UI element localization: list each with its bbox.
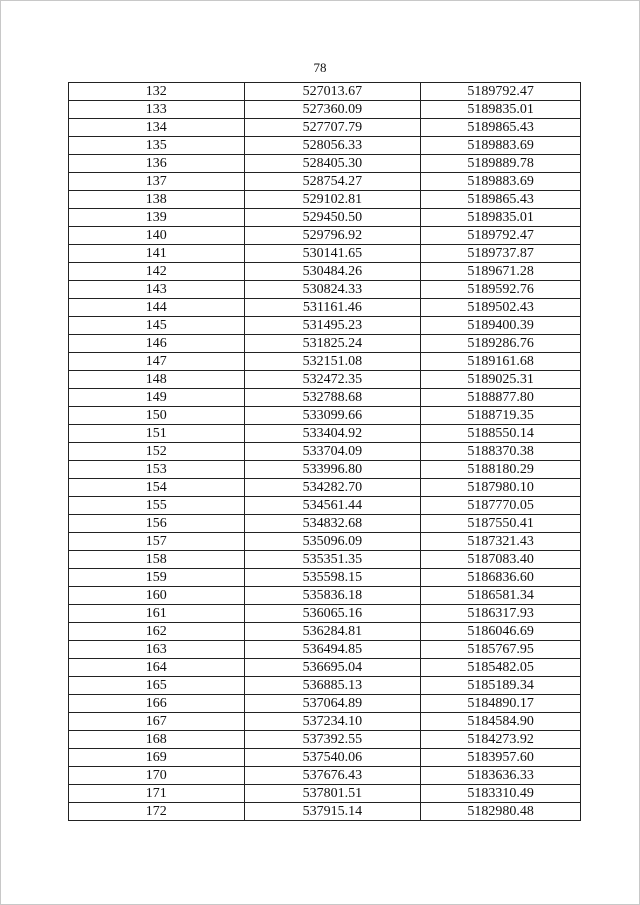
table-row <box>69 191 581 209</box>
y-coordinate-cell: 5189792.47 <box>421 83 581 101</box>
table-row <box>69 479 581 497</box>
coordinates-table-body <box>69 83 581 821</box>
point-number-cell: 154 <box>69 479 245 497</box>
table-row <box>69 299 581 317</box>
point-number-cell: 161 <box>69 605 245 623</box>
x-coordinate-cell: 534282.70 <box>244 479 421 497</box>
y-coordinate-cell: 5189883.69 <box>421 173 581 191</box>
x-coordinate-cell: 537676.43 <box>244 767 421 785</box>
table-row <box>69 803 581 821</box>
x-coordinate-cell: 532472.35 <box>244 371 421 389</box>
point-number-cell: 140 <box>69 227 245 245</box>
table-row <box>69 119 581 137</box>
x-coordinate-cell: 527707.79 <box>244 119 421 137</box>
point-number-cell: 151 <box>69 425 245 443</box>
x-coordinate-cell: 536494.85 <box>244 641 421 659</box>
x-coordinate-cell: 534832.68 <box>244 515 421 533</box>
point-number-cell: 149 <box>69 389 245 407</box>
point-number-cell: 135 <box>69 137 245 155</box>
table-row <box>69 83 581 101</box>
point-number-cell: 150 <box>69 407 245 425</box>
point-number-cell: 152 <box>69 443 245 461</box>
table-row <box>69 461 581 479</box>
y-coordinate-cell: 5189835.01 <box>421 209 581 227</box>
y-coordinate-cell: 5187321.43 <box>421 533 581 551</box>
point-number-cell: 156 <box>69 515 245 533</box>
table-row <box>69 317 581 335</box>
y-coordinate-cell: 5188719.35 <box>421 407 581 425</box>
point-number-cell: 145 <box>69 317 245 335</box>
x-coordinate-cell: 536284.81 <box>244 623 421 641</box>
x-coordinate-cell: 536695.04 <box>244 659 421 677</box>
y-coordinate-cell: 5187550.41 <box>421 515 581 533</box>
y-coordinate-cell: 5183957.60 <box>421 749 581 767</box>
y-coordinate-cell: 5188180.29 <box>421 461 581 479</box>
x-coordinate-cell: 532151.08 <box>244 353 421 371</box>
x-coordinate-cell: 527360.09 <box>244 101 421 119</box>
table-row <box>69 659 581 677</box>
x-coordinate-cell: 533099.66 <box>244 407 421 425</box>
y-coordinate-cell: 5188877.80 <box>421 389 581 407</box>
y-coordinate-cell: 5187980.10 <box>421 479 581 497</box>
point-number-cell: 144 <box>69 299 245 317</box>
x-coordinate-cell: 535836.18 <box>244 587 421 605</box>
x-coordinate-cell: 536885.13 <box>244 677 421 695</box>
point-number-cell: 153 <box>69 461 245 479</box>
point-number-cell: 155 <box>69 497 245 515</box>
y-coordinate-cell: 5186836.60 <box>421 569 581 587</box>
y-coordinate-cell: 5186581.34 <box>421 587 581 605</box>
table-row <box>69 353 581 371</box>
y-coordinate-cell: 5189737.87 <box>421 245 581 263</box>
table-row <box>69 443 581 461</box>
y-coordinate-cell: 5185482.05 <box>421 659 581 677</box>
y-coordinate-cell: 5183310.49 <box>421 785 581 803</box>
point-number-cell: 163 <box>69 641 245 659</box>
point-number-cell: 157 <box>69 533 245 551</box>
x-coordinate-cell: 530824.33 <box>244 281 421 299</box>
y-coordinate-cell: 5189161.68 <box>421 353 581 371</box>
y-coordinate-cell: 5187083.40 <box>421 551 581 569</box>
table-row <box>69 137 581 155</box>
table-row <box>69 497 581 515</box>
y-coordinate-cell: 5186317.93 <box>421 605 581 623</box>
table-row <box>69 551 581 569</box>
y-coordinate-cell: 5188370.38 <box>421 443 581 461</box>
point-number-cell: 168 <box>69 731 245 749</box>
point-number-cell: 172 <box>69 803 245 821</box>
x-coordinate-cell: 532788.68 <box>244 389 421 407</box>
point-number-cell: 139 <box>69 209 245 227</box>
point-number-cell: 165 <box>69 677 245 695</box>
table-row <box>69 713 581 731</box>
y-coordinate-cell: 5184584.90 <box>421 713 581 731</box>
table-row <box>69 569 581 587</box>
point-number-cell: 158 <box>69 551 245 569</box>
y-coordinate-cell: 5189502.43 <box>421 299 581 317</box>
table-row <box>69 245 581 263</box>
table-row <box>69 677 581 695</box>
y-coordinate-cell: 5187770.05 <box>421 497 581 515</box>
y-coordinate-cell: 5185767.95 <box>421 641 581 659</box>
x-coordinate-cell: 537801.51 <box>244 785 421 803</box>
x-coordinate-cell: 530141.65 <box>244 245 421 263</box>
x-coordinate-cell: 535598.15 <box>244 569 421 587</box>
y-coordinate-cell: 5184273.92 <box>421 731 581 749</box>
table-row <box>69 749 581 767</box>
y-coordinate-cell: 5183636.33 <box>421 767 581 785</box>
table-row <box>69 101 581 119</box>
table-row <box>69 425 581 443</box>
y-coordinate-cell: 5185189.34 <box>421 677 581 695</box>
x-coordinate-cell: 533704.09 <box>244 443 421 461</box>
x-coordinate-cell: 529102.81 <box>244 191 421 209</box>
point-number-cell: 166 <box>69 695 245 713</box>
y-coordinate-cell: 5189883.69 <box>421 137 581 155</box>
point-number-cell: 142 <box>69 263 245 281</box>
y-coordinate-cell: 5189835.01 <box>421 101 581 119</box>
table-row <box>69 695 581 713</box>
table-row <box>69 785 581 803</box>
y-coordinate-cell: 5189865.43 <box>421 119 581 137</box>
x-coordinate-cell: 527013.67 <box>244 83 421 101</box>
x-coordinate-cell: 536065.16 <box>244 605 421 623</box>
table-row <box>69 209 581 227</box>
y-coordinate-cell: 5188550.14 <box>421 425 581 443</box>
y-coordinate-cell: 5182980.48 <box>421 803 581 821</box>
point-number-cell: 146 <box>69 335 245 353</box>
point-number-cell: 160 <box>69 587 245 605</box>
point-number-cell: 141 <box>69 245 245 263</box>
point-number-cell: 169 <box>69 749 245 767</box>
table-row <box>69 263 581 281</box>
x-coordinate-cell: 528754.27 <box>244 173 421 191</box>
coordinates-table <box>68 82 581 821</box>
y-coordinate-cell: 5189792.47 <box>421 227 581 245</box>
x-coordinate-cell: 535351.35 <box>244 551 421 569</box>
table-row <box>69 533 581 551</box>
point-number-cell: 132 <box>69 83 245 101</box>
point-number-cell: 147 <box>69 353 245 371</box>
x-coordinate-cell: 534561.44 <box>244 497 421 515</box>
point-number-cell: 137 <box>69 173 245 191</box>
y-coordinate-cell: 5189400.39 <box>421 317 581 335</box>
table-row <box>69 389 581 407</box>
point-number-cell: 167 <box>69 713 245 731</box>
table-row <box>69 335 581 353</box>
point-number-cell: 136 <box>69 155 245 173</box>
x-coordinate-cell: 528056.33 <box>244 137 421 155</box>
x-coordinate-cell: 531161.46 <box>244 299 421 317</box>
y-coordinate-cell: 5186046.69 <box>421 623 581 641</box>
y-coordinate-cell: 5184890.17 <box>421 695 581 713</box>
table-row <box>69 731 581 749</box>
point-number-cell: 159 <box>69 569 245 587</box>
table-row <box>69 281 581 299</box>
table-row <box>69 605 581 623</box>
y-coordinate-cell: 5189671.28 <box>421 263 581 281</box>
point-number-cell: 170 <box>69 767 245 785</box>
y-coordinate-cell: 5189025.31 <box>421 371 581 389</box>
table-row <box>69 407 581 425</box>
x-coordinate-cell: 531495.23 <box>244 317 421 335</box>
x-coordinate-cell: 535096.09 <box>244 533 421 551</box>
table-row <box>69 173 581 191</box>
point-number-cell: 162 <box>69 623 245 641</box>
y-coordinate-cell: 5189865.43 <box>421 191 581 209</box>
x-coordinate-cell: 537540.06 <box>244 749 421 767</box>
point-number-cell: 134 <box>69 119 245 137</box>
x-coordinate-cell: 533996.80 <box>244 461 421 479</box>
table-row <box>69 623 581 641</box>
x-coordinate-cell: 537234.10 <box>244 713 421 731</box>
table-row <box>69 515 581 533</box>
page-number: 78 <box>313 60 327 75</box>
y-coordinate-cell: 5189889.78 <box>421 155 581 173</box>
point-number-cell: 143 <box>69 281 245 299</box>
x-coordinate-cell: 531825.24 <box>244 335 421 353</box>
table-row <box>69 767 581 785</box>
point-number-cell: 171 <box>69 785 245 803</box>
table-row <box>69 227 581 245</box>
x-coordinate-cell: 530484.26 <box>244 263 421 281</box>
point-number-cell: 138 <box>69 191 245 209</box>
point-number-cell: 164 <box>69 659 245 677</box>
point-number-cell: 148 <box>69 371 245 389</box>
x-coordinate-cell: 537392.55 <box>244 731 421 749</box>
y-coordinate-cell: 5189592.76 <box>421 281 581 299</box>
x-coordinate-cell: 529450.50 <box>244 209 421 227</box>
table-row <box>69 641 581 659</box>
x-coordinate-cell: 533404.92 <box>244 425 421 443</box>
x-coordinate-cell: 529796.92 <box>244 227 421 245</box>
x-coordinate-cell: 528405.30 <box>244 155 421 173</box>
table-row <box>69 587 581 605</box>
table-row <box>69 155 581 173</box>
x-coordinate-cell: 537915.14 <box>244 803 421 821</box>
point-number-cell: 133 <box>69 101 245 119</box>
table-row <box>69 371 581 389</box>
y-coordinate-cell: 5189286.76 <box>421 335 581 353</box>
x-coordinate-cell: 537064.89 <box>244 695 421 713</box>
